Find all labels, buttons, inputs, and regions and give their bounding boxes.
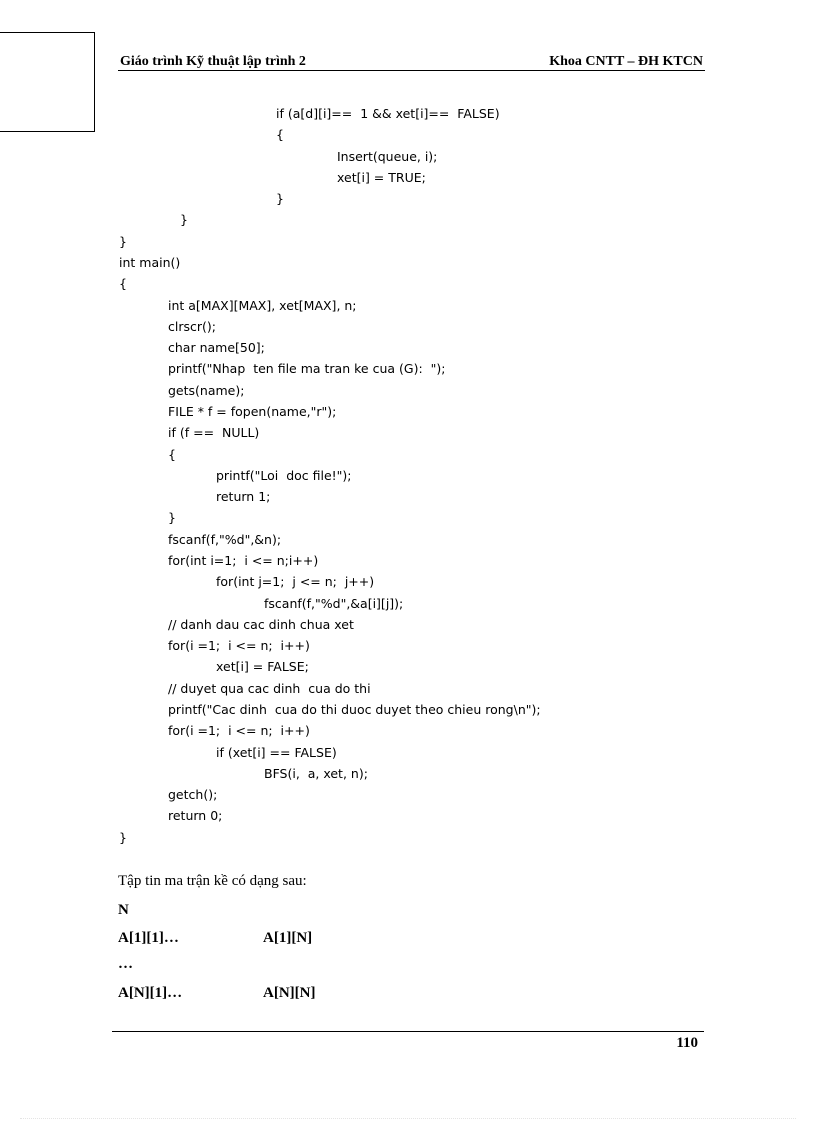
code-line: clrscr();: [168, 319, 216, 334]
code-line: for(i =1; i <= n; i++): [168, 638, 310, 653]
code-line: gets(name);: [168, 383, 245, 398]
code-line: getch();: [168, 787, 218, 802]
code-line: }: [276, 191, 284, 206]
code-line: Insert(queue, i);: [337, 149, 438, 164]
code-line: {: [119, 276, 127, 291]
footer-rule: [112, 1031, 704, 1032]
matrix-size-label: N: [118, 902, 129, 918]
code-line: // danh dau cac dinh chua xet: [168, 617, 354, 632]
corner-box: [0, 32, 95, 132]
matrix-row-first-end: A[1][N]: [263, 930, 313, 946]
code-line: printf("Cac dinh cua do thi duoc duyet theo chieu rong\n");: [168, 702, 541, 717]
page-header: [118, 54, 705, 71]
code-line: printf("Loi doc file!");: [216, 468, 352, 483]
code-line: int a[MAX][MAX], xet[MAX], n;: [168, 298, 357, 313]
code-line: printf("Nhap ten file ma tran ke cua (G): ");: [168, 361, 446, 376]
code-line: BFS(i, a, xet, n);: [264, 766, 368, 781]
page-bottom-divider: [20, 1118, 796, 1119]
matrix-ellipsis: …: [118, 956, 133, 972]
code-line: fscanf(f,"%d",&n);: [168, 532, 282, 547]
matrix-row-first-start: A[1][1]…: [118, 930, 179, 946]
code-line: }: [180, 212, 188, 227]
code-line: xet[i] = TRUE;: [337, 170, 426, 185]
file-format-intro: Tập tin ma trận kề có dạng sau:: [118, 873, 307, 889]
code-line: for(i =1; i <= n; i++): [168, 723, 310, 738]
code-line: return 1;: [216, 489, 271, 504]
code-line: {: [168, 447, 176, 462]
code-line: for(int i=1; i <= n;i++): [168, 553, 319, 568]
code-line: if (xet[i] == FALSE): [216, 745, 337, 760]
page-number: 110: [676, 1035, 698, 1051]
code-line: {: [276, 127, 284, 142]
code-line: }: [119, 830, 127, 845]
header-title: Giáo trình Kỹ thuật lập trình 2: [120, 54, 306, 69]
code-line: for(int j=1; j <= n; j++): [216, 574, 375, 589]
code-line: fscanf(f,"%d",&a[i][j]);: [264, 596, 404, 611]
code-line: // duyet qua cac dinh cua do thi: [168, 681, 371, 696]
code-line: if (a[d][i]== 1 && xet[i]== FALSE): [276, 106, 500, 121]
code-line: int main(): [119, 255, 181, 270]
code-line: }: [119, 234, 127, 249]
matrix-row-last-end: A[N][N]: [263, 985, 316, 1001]
code-line: }: [168, 510, 176, 525]
code-line: if (f == NULL): [168, 425, 260, 440]
code-line: FILE * f = fopen(name,"r");: [168, 404, 337, 419]
code-line: xet[i] = FALSE;: [216, 659, 309, 674]
code-line: return 0;: [168, 808, 223, 823]
code-line: char name[50];: [168, 340, 265, 355]
header-department: Khoa CNTT – ĐH KTCN: [549, 54, 703, 69]
matrix-row-last-start: A[N][1]…: [118, 985, 183, 1001]
